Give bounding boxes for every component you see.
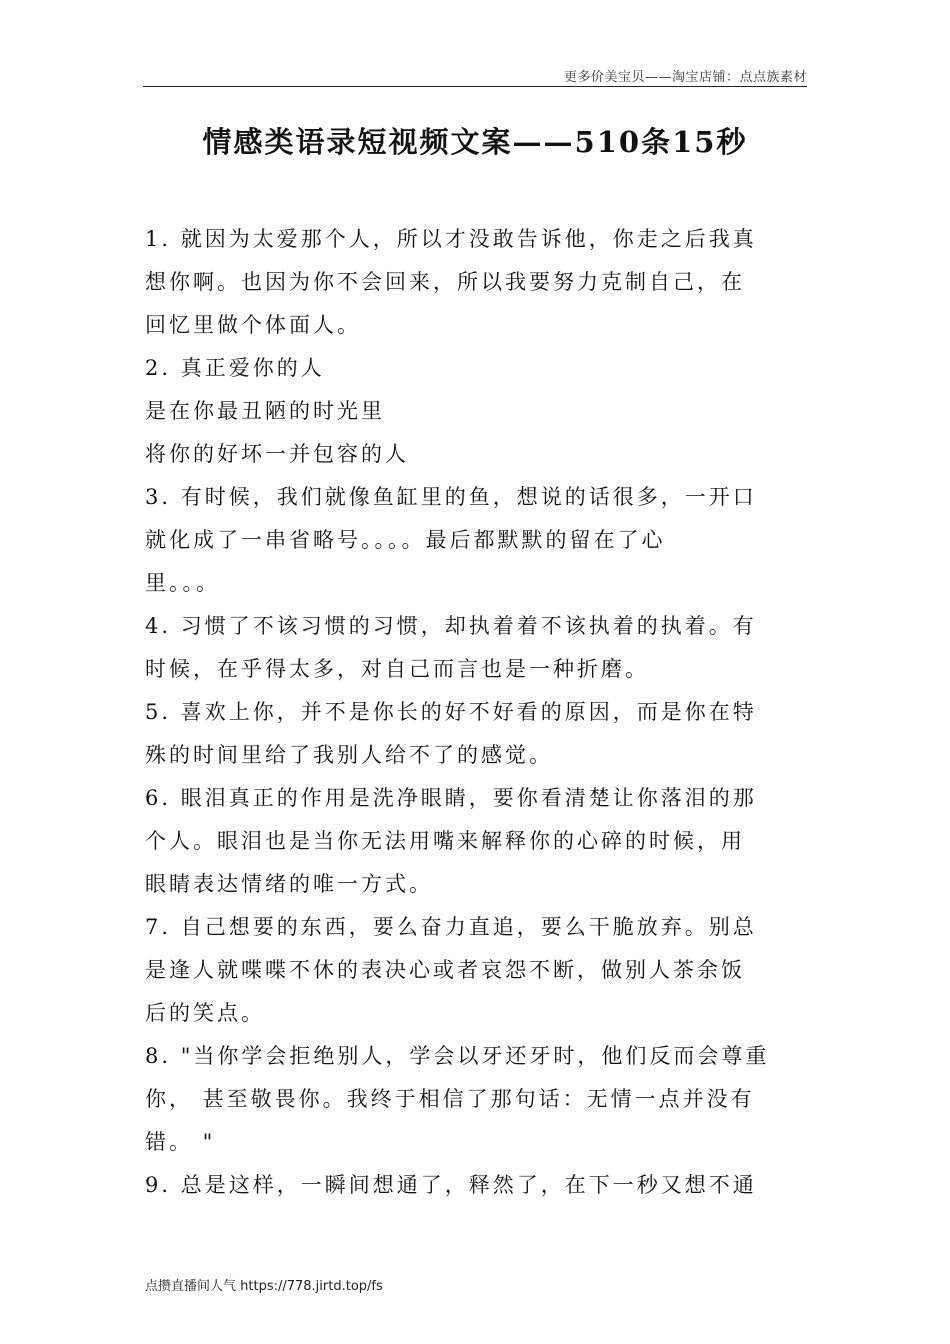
quote-line: 眼睛表达情绪的唯一方式。 [145,872,433,896]
quote-line: 时候，在乎得太多，对自己而言也是一种折磨。 [145,657,649,681]
quote-line: 8. "当你学会拒绝别人，学会以牙还牙时，他们反而会尊重 [145,1044,770,1068]
quote-line: 个人。眼泪也是当你无法用嘴来解释你的心碎的时候，用 [145,829,745,853]
quote-item-3 [145,476,805,605]
quote-line: 后的笑点。 [145,1001,265,1025]
quote-item-7 [145,906,805,1035]
quote-line: 6. 眼泪真正的作用是洗净眼睛，要你看清楚让你落泪的那 [145,786,757,810]
quote-line: 7. 自己想要的东西，要么奋力直追，要么干脆放弃。别总 [145,915,757,939]
header-shop-note: 更多价美宝贝——淘宝店铺：点点族素材 [563,70,807,85]
quote-item-6 [145,777,805,906]
quote-item-2 [145,347,805,476]
quote-line: 3. 有时候，我们就像鱼缸里的鱼，想说的话很多，一开口 [145,485,757,509]
quote-line: 4. 习惯了不该习惯的习惯，却执着着不该执着的执着。有 [145,614,757,638]
header-divider [143,86,807,87]
quote-line: 将你的好坏一并包容的人 [145,442,409,466]
quote-line: 里。。。 [145,571,220,595]
quote-line: 回忆里做个体面人。 [145,313,361,337]
quote-line: 2. 真正爱你的人 [145,356,325,380]
quote-item-4 [145,605,805,691]
quote-line: 1. 就因为太爱那个人，所以才没敢告诉他，你走之后我真 [145,227,757,251]
footer-link-note: 点攒直播间人气 https://778.jirtd.top/fs [145,1279,383,1294]
quote-line: 就化成了一串省略号。。。。最后都默默的留在了心 [145,528,666,552]
document-title: 情感类语录短视频文案——510条15秒 [202,125,748,159]
quote-item-5 [145,691,805,777]
quote-line: 想你啊。也因为你不会回来，所以我要努力克制自己，在 [145,270,745,294]
quote-line: 是逢人就喋喋不休的表决心或者哀怨不断，做别人茶余饭 [145,958,745,982]
quote-line: 你， 甚至敬畏你。我终于相信了那句话：无情一点并没有 [145,1087,755,1111]
quote-item-9 [145,1164,805,1207]
quote-line: 殊的时间里给了我别人给不了的感觉。 [145,743,553,767]
quote-line: 9. 总是这样，一瞬间想通了，释然了，在下一秒又想不通 [145,1173,757,1197]
quote-item-1 [145,218,805,347]
document-body [145,218,805,1207]
quote-line: 错。 " [145,1130,216,1154]
quote-item-8 [145,1035,805,1164]
quote-line: 5. 喜欢上你，并不是你长的好不好看的原因，而是你在特 [145,700,757,724]
quote-line: 是在你最丑陋的时光里 [145,399,385,423]
